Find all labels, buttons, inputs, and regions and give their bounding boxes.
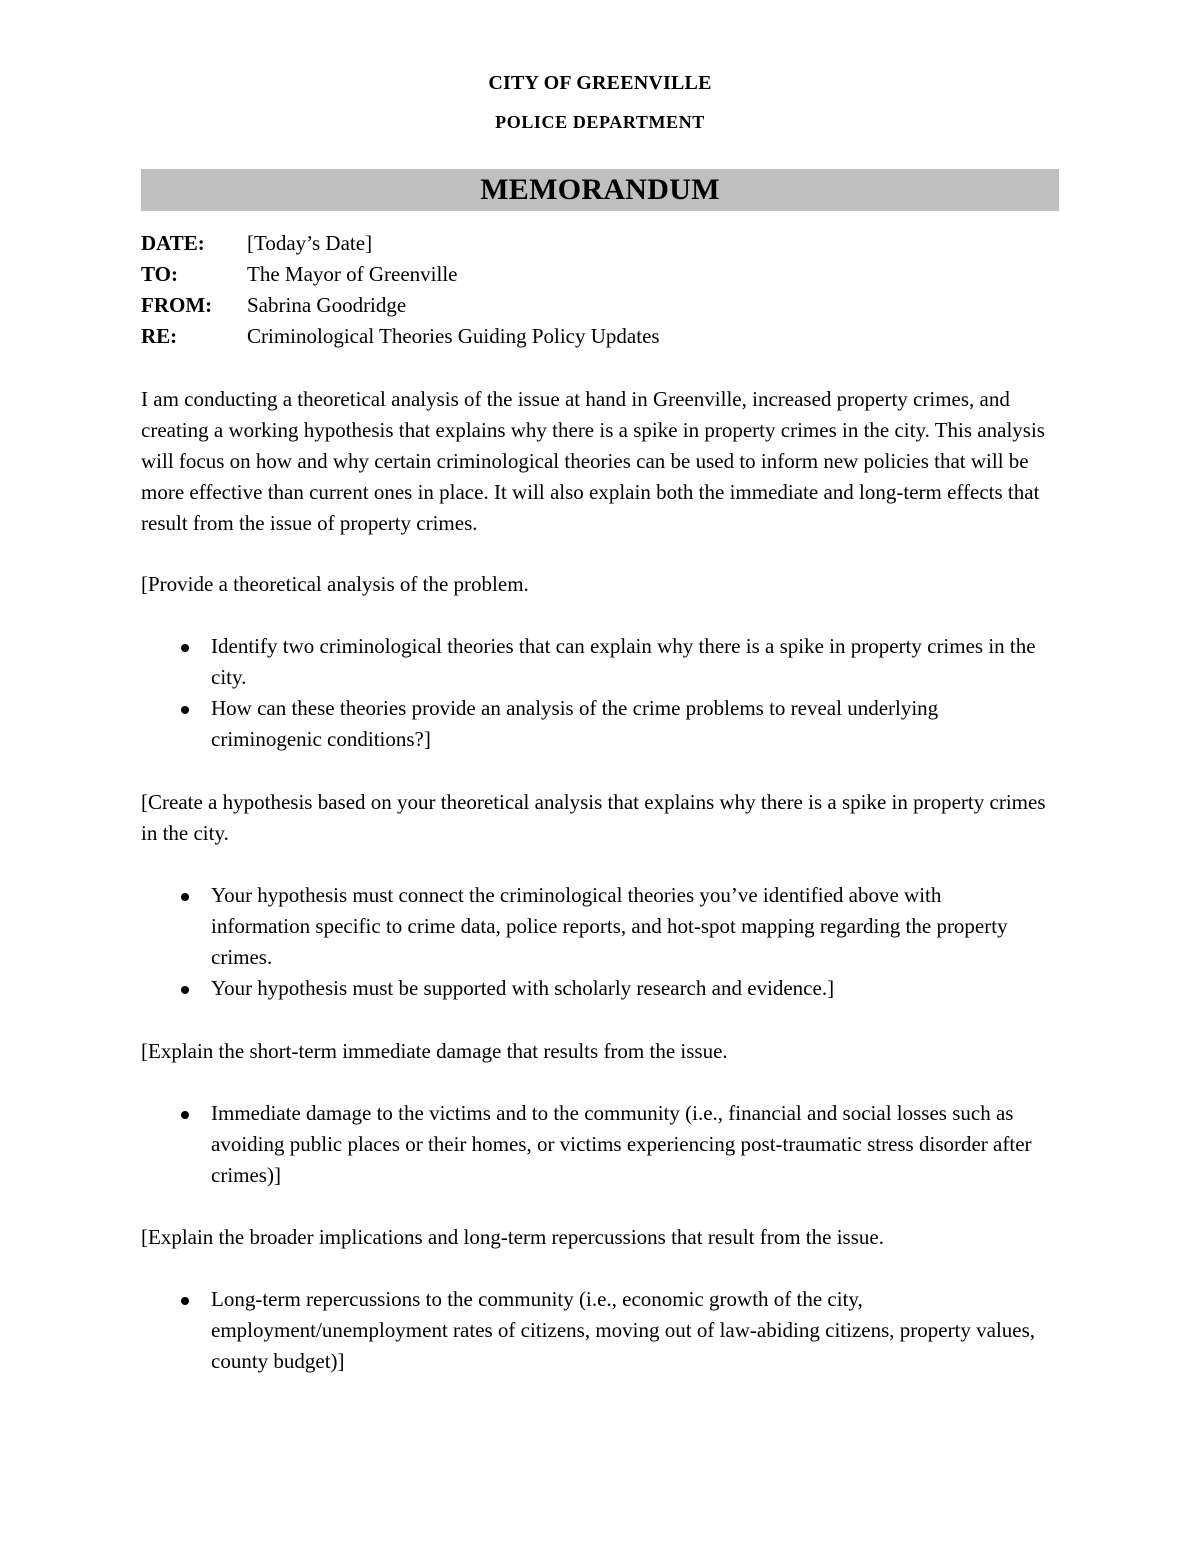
list-item-text: Long-term repercussions to the community (i.e., economic growth of the city, employment/unemployment rates of citizens, moving out of law-abiding citizens, property values, county budget)] <box>211 1287 1036 1373</box>
from-label: FROM: <box>141 293 213 317</box>
list-item-text: Your hypothesis must be supported with scholarly research and evidence.] <box>211 976 835 1000</box>
date-row <box>141 228 1059 259</box>
to-value: The Mayor of Greenville <box>247 262 458 286</box>
list-item-text: Identify two criminological theories that can explain why there is a spike in property crimes in the city. <box>211 634 1036 689</box>
list-item-text: How can these theories provide an analysis of the crime problems to reveal underlying criminogenic conditions?] <box>211 696 939 751</box>
memo-title-bar <box>141 169 1059 211</box>
section-heading: [Explain the broader implications and long-term repercussions that result from the issue. <box>141 1225 884 1249</box>
list-item-text: Your hypothesis must connect the criminological theories you’ve identified above with information specific to crime data, police reports, and hot-spot mapping regarding the property crimes. <box>211 883 1008 969</box>
re-label: RE: <box>141 324 178 348</box>
list-item <box>141 973 1059 1004</box>
bullet-list <box>141 1098 1059 1191</box>
to-row <box>141 259 1059 290</box>
bullet-list <box>141 1284 1059 1377</box>
bullet-list <box>141 880 1059 1004</box>
bullet-icon <box>181 1111 189 1119</box>
city-name: CITY OF GREENVILLE <box>488 72 712 94</box>
memo-header-fields <box>141 228 1059 352</box>
list-item-text: Immediate damage to the victims and to the community (i.e., financial and social losses such as avoiding public places or their homes, or victims experiencing post-traumatic stress disorder after crimes)] <box>211 1101 1032 1187</box>
section-long-term-repercussions <box>141 1222 1059 1377</box>
bullet-icon <box>181 986 189 994</box>
section-theoretical-analysis <box>141 569 1059 755</box>
bullet-icon <box>181 706 189 714</box>
bullet-icon <box>181 1297 189 1305</box>
from-value: Sabrina Goodridge <box>247 293 407 317</box>
bullet-icon <box>181 893 189 901</box>
section-heading: [Explain the short-term immediate damage that results from the issue. <box>141 1039 728 1063</box>
bullet-icon <box>181 644 189 652</box>
list-item <box>141 880 1059 973</box>
date-label: DATE: <box>141 231 205 255</box>
list-item <box>141 693 1059 755</box>
section-hypothesis <box>141 787 1059 1004</box>
memo-title: MEMORANDUM <box>480 173 720 206</box>
section-heading: [Create a hypothesis based on your theoretical analysis that explains why there is a spike in property crimes in the city. <box>141 790 1046 845</box>
re-row <box>141 321 1059 352</box>
list-item <box>141 631 1059 693</box>
date-value: [Today’s Date] <box>247 231 373 255</box>
to-label: TO: <box>141 262 178 286</box>
section-short-term-damage <box>141 1036 1059 1191</box>
re-value: Criminological Theories Guiding Policy Updates <box>247 324 660 348</box>
list-item <box>141 1098 1059 1191</box>
bullet-list <box>141 631 1059 755</box>
intro-paragraph: I am conducting a theoretical analysis of the issue at hand in Greenville, increased property crimes, and creating a working hypothesis that explains why there is a spike in property crimes in the city. This analysis will focus on how and why certain criminological theories can be used to inform new policies that will be more effective than current ones in place. It will also explain both the immediate and long-term effects that result from the issue of property crimes. <box>141 387 1045 535</box>
from-row <box>141 290 1059 321</box>
list-item <box>141 1284 1059 1377</box>
section-heading: [Provide a theoretical analysis of the problem. <box>141 572 529 596</box>
department-name: POLICE DEPARTMENT <box>495 112 705 132</box>
